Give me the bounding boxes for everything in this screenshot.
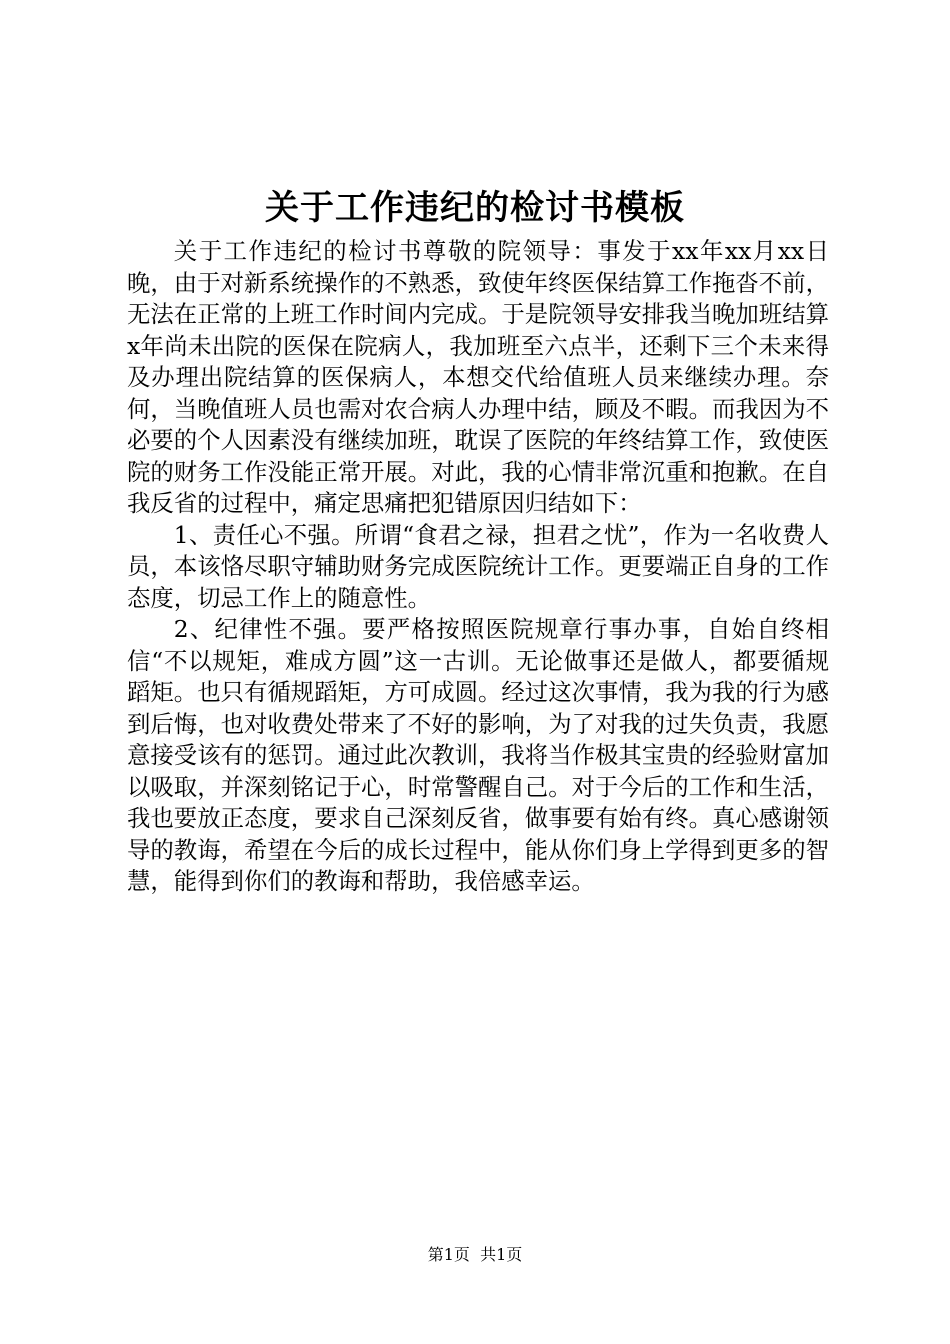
paragraph-intro: 关于工作违纪的检讨书尊敬的院领导：事发于xx年xx月xx日晚，由于对新系统操作的不熟悉，致使年终医保结算工作拖沓不前，无法在正常的上班工作时间内完成。于是院领导安排我当晚加班结算x年尚未出院的医保在院病人，我加班至六点半，还剩下三个未来得及办理出院结算的医保病人，本想交代给值班人员来继续办理。奈何，当晚值班人员也需对农合病人办理中结，顾及不暇。而我因为不必要的个人因素没有继续加班，耽误了医院的年终结算工作，致使医院的财务工作没能正常开展。对此，我的心情非常沉重和抱歉。在自我反省的过程中，痛定思痛把犯错原因归结如下： [127, 237, 829, 517]
document-body [127, 236, 829, 898]
paragraph-point-1: 1、责任心不强。所谓“食君之禄，担君之忧”，作为一名收费人员，本该恪尽职守辅助财务完成医院统计工作。更要端正自身的工作态度，切忌工作上的随意性。 [127, 520, 829, 612]
paragraph-point-2: 2、纪律性不强。要严格按照医院规章行事办事，自始自终相信“不以规矩，难成方圆”这一古训。无论做事还是做人，都要循规蹈矩。也只有循规蹈矩，方可成圆。经过这次事情，我为我的行为感到后悔，也对收费处带来了不好的影响，为了对我的过失负责，我愿意接受该有的惩罚。通过此次教训，我将当作极其宝贵的经验财富加以吸取，并深刻铭记于心，时常警醒自己。对于今后的工作和生活，我也要放正态度，要求自己深刻反省，做事要有始有终。真心感谢领导的教诲，希望在今后的成长过程中，能从你们身上学得到更多的智慧，能得到你们的教诲和帮助，我倍感幸运。 [127, 615, 829, 895]
document-title: 关于工作违纪的检讨书模板 [265, 188, 685, 228]
page-footer: 第1页 共1页 [427, 1245, 523, 1264]
